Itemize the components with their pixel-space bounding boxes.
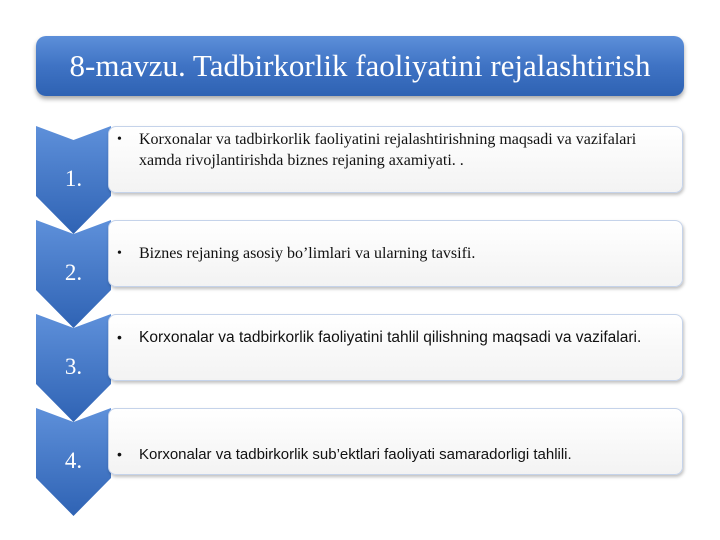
page-title: 8-mavzu. Tadbirkorlik faoliyatini rejalashtirish xyxy=(69,48,651,83)
step-text-4-line xyxy=(117,444,672,465)
step-text-1: Korxonalar va tadbirkorlik faoliyatini rejalashtirishning maqsadi va vazifalari xamda rivojlantirishda biznes rejaning axamiyati. . xyxy=(139,131,637,169)
step-text-1-line xyxy=(117,129,672,171)
bullet-icon: • xyxy=(117,329,122,345)
step-box-1 xyxy=(108,126,683,193)
step-text-2: Biznes rejaning asosiy bo’limlari va ularning tavsifi. xyxy=(139,245,476,262)
step-box-4 xyxy=(108,408,683,475)
title-banner xyxy=(36,36,684,96)
step-text-3-line xyxy=(117,327,672,348)
step-text-2-line xyxy=(117,243,672,264)
bullet-icon: • xyxy=(117,132,122,147)
step-box-2 xyxy=(108,220,683,287)
step-text-3: Korxonalar va tadbirkorlik faoliyatini tahlil qilishning maqsadi va vazifalari. xyxy=(139,329,642,346)
step-number-2: 2. xyxy=(64,260,83,285)
step-number-3: 3. xyxy=(64,354,83,379)
step-number-1: 1. xyxy=(64,166,83,191)
step-text-4: Korxonalar va tadbirkorlik sub’ektlari faoliyati samaradorligi tahlili. xyxy=(139,446,572,463)
bullet-icon: • xyxy=(117,446,122,462)
step-box-3 xyxy=(108,314,683,381)
bullet-icon: • xyxy=(117,246,122,261)
step-number-4: 4. xyxy=(64,448,83,473)
